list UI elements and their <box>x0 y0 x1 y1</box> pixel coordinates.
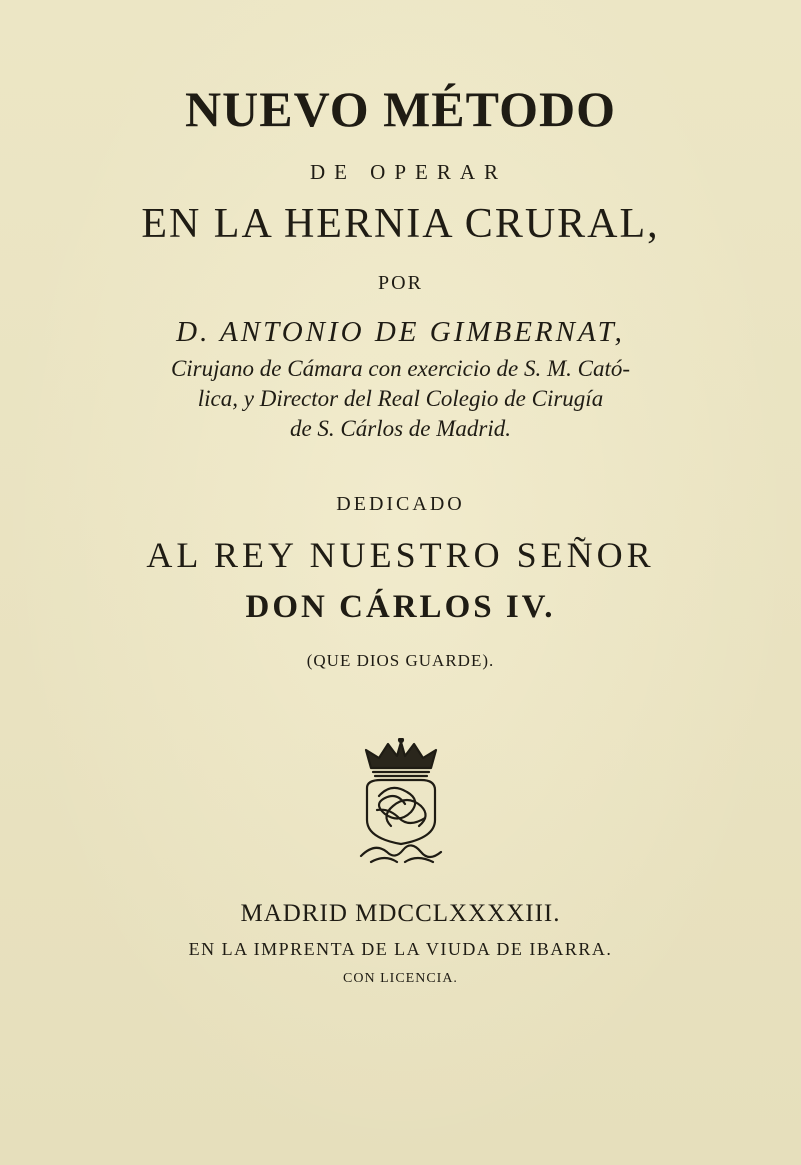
subtitle-de-operar: DE OPERAR <box>309 160 508 184</box>
dedication-label: DEDICADO <box>336 493 465 515</box>
royal-crown-monogram-icon <box>341 738 461 868</box>
subtitle-hernia-crural: EN LA HERNIA CRURAL, <box>141 201 660 247</box>
licence-line: CON LICENCIA. <box>343 971 458 986</box>
author-affiliation-line-2: lica, y Director del Real Colegio de Cirugía <box>197 386 604 411</box>
printer-imprint: EN LA IMPRENTA DE LA VIUDA DE IBARRA. <box>188 939 613 959</box>
author-affiliation-line-1: Cirujano de Cámara con exercicio de S. M. Cató- <box>170 356 631 381</box>
dedicatee-line-2: DON CÁRLOS IV. <box>245 589 556 625</box>
blessing-line: (QUE DIOS GUARDE). <box>306 651 495 670</box>
author-name: D. ANTONIO DE GIMBERNAT, <box>176 316 625 348</box>
by-line: POR <box>378 272 423 294</box>
dedicatee-line-1: AL REY NUESTRO SEÑOR <box>146 535 655 575</box>
place-and-date: MADRID MDCCLXXXXIII. <box>240 900 561 927</box>
book-title: NUEVO MÉTODO <box>185 81 616 137</box>
author-affiliation-line-3: de S. Cárlos de Madrid. <box>289 416 512 441</box>
